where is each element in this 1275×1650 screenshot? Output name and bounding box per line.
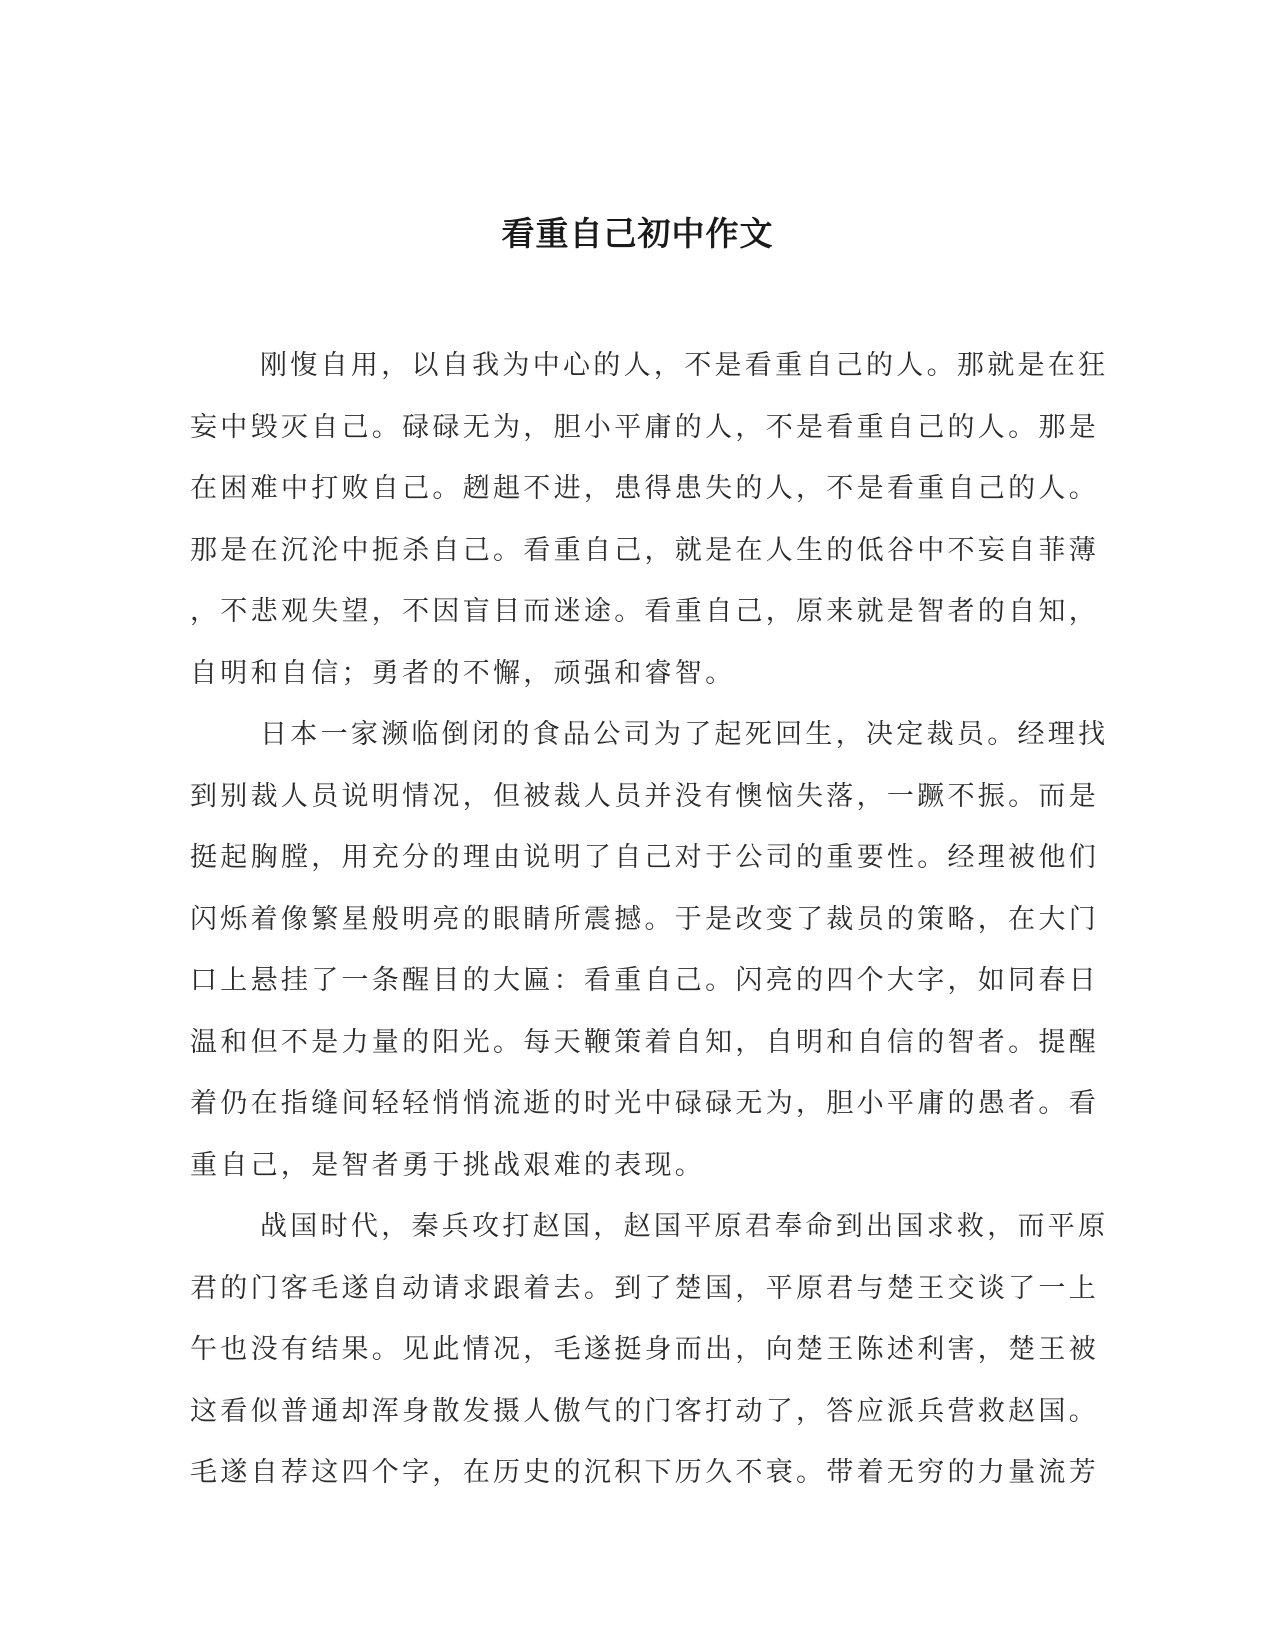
paragraph-line: 战国时代，秦兵攻打赵国，赵国平原君奉命到出国求救，而平原	[260, 1211, 1109, 1242]
paragraph-line: 温和但不是力量的阳光。每天鞭策着自知，自明和自信的智者。提醒	[190, 1026, 1099, 1058]
document-body	[190, 335, 1109, 1504]
document-title: 看重自己初中作文	[501, 214, 774, 253]
paragraph-line: 那是在沉沦中扼杀自己。看重自己，就是在人生的低谷中不妄自菲薄	[190, 534, 1099, 566]
paragraph-line: 刚愎自用，以自我为中心的人，不是看重自己的人。那就是在狂	[260, 350, 1109, 381]
paragraph-3	[190, 1196, 1109, 1504]
paragraph-line: 君的门客毛遂自动请求跟着去。到了楚国，平原君与楚王交谈了一上	[190, 1272, 1099, 1304]
paragraph-line: ，不悲观失望，不因盲目而迷途。看重自己，原来就是智者的自知，	[190, 596, 1099, 627]
paragraph-line: 闪烁着像繁星般明亮的眼睛所震撼。于是改变了裁员的策略，在大门	[190, 903, 1099, 935]
paragraph-line: 在困难中打败自己。趔趄不进，患得患失的人，不是看重自己的人。	[190, 473, 1099, 504]
paragraph-line: 自明和自信；勇者的不懈，顽强和睿智。	[190, 657, 736, 689]
paragraph-line: 日本一家濒临倒闭的食品公司为了起死回生，决定裁员。经理找	[260, 719, 1109, 750]
paragraph-line: 毛遂自荐这四个字，在历史的沉积下历久不衰。带着无穷的力量流芳	[190, 1457, 1099, 1488]
paragraph-1	[190, 335, 1109, 704]
paragraph-line: 重自己，是智者勇于挑战艰难的表现。	[190, 1149, 706, 1181]
paragraph-line: 这看似普通却浑身散发摄人傲气的门客打动了，答应派兵营救赵国。	[190, 1395, 1099, 1427]
paragraph-line: 到别裁人员说明情况，但被裁人员并没有懊恼失落，一蹶不振。而是	[190, 780, 1099, 812]
paragraph-line: 口上悬挂了一条醒目的大匾：看重自己。闪亮的四个大字，如同春日	[190, 965, 1099, 996]
paragraph-line: 着仍在指缝间轻轻悄悄流逝的时光中碌碌无为，胆小平庸的愚者。看	[190, 1088, 1099, 1119]
paragraph-2	[190, 704, 1109, 1196]
paragraph-line: 午也没有结果。见此情况，毛遂挺身而出，向楚王陈述利害，楚王被	[190, 1334, 1099, 1365]
paragraph-line: 挺起胸膛，用充分的理由说明了自己对于公司的重要性。经理被他们	[190, 842, 1099, 873]
paragraph-line: 妄中毁灭自己。碌碌无为，胆小平庸的人，不是看重自己的人。那是	[190, 411, 1099, 443]
